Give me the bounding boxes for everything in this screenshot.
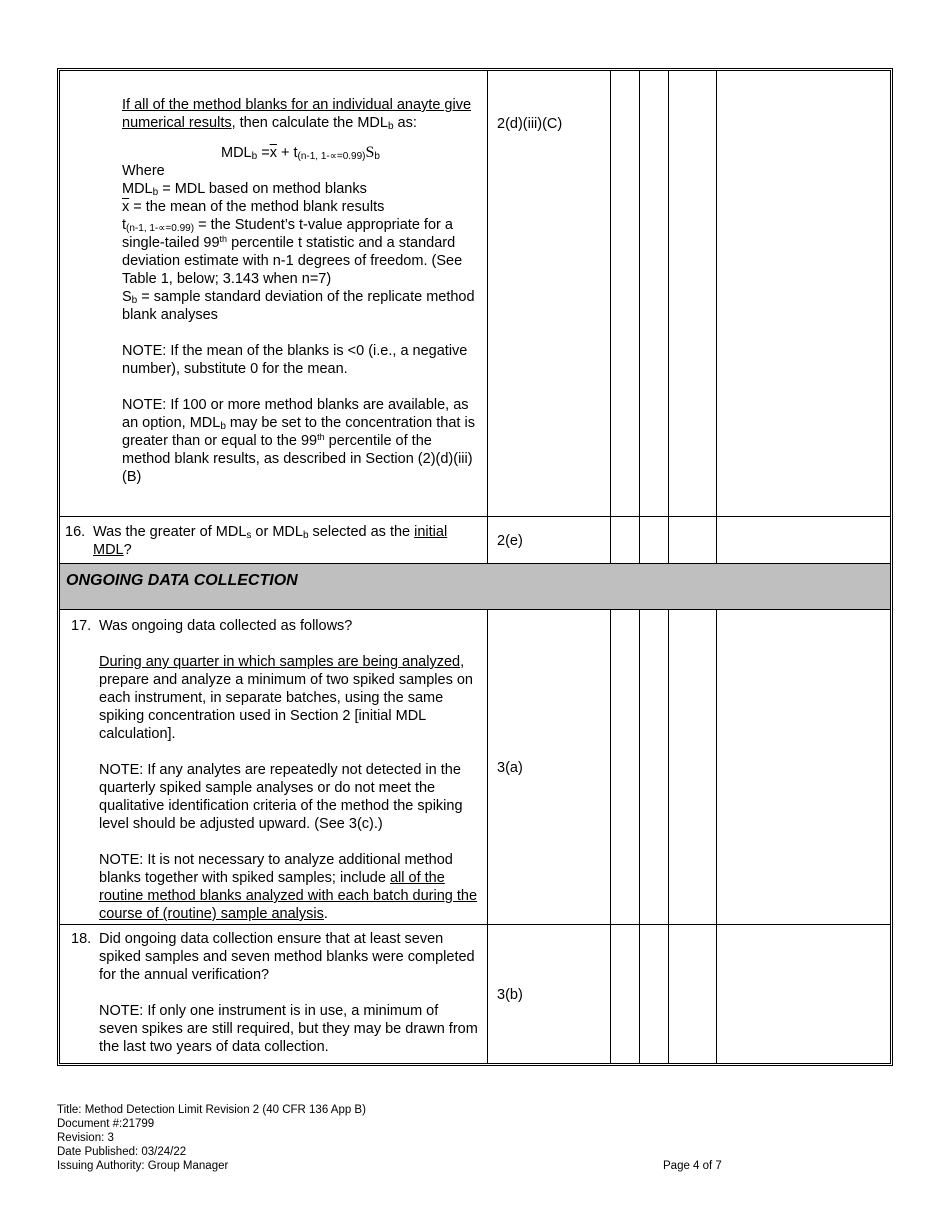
- table-row-item-16: [60, 517, 890, 564]
- item-question: Did ongoing data collection ensure that at least seven spiked samples and seven method blanks were completed for the annual verification?: [99, 931, 475, 983]
- formula-lhs-sub: b: [251, 151, 258, 162]
- def1-text: = MDL based on method blanks: [158, 181, 367, 197]
- item-number: 16.: [65, 524, 86, 540]
- note2-underlined: all of the routine method blanks analyzed with each batch during the course of (routine) sample analysis: [99, 870, 478, 922]
- mdlb-intro-sub: b: [387, 121, 394, 132]
- section-header-row: [60, 564, 890, 610]
- question-cell: [60, 925, 488, 1063]
- footer-authority: Issuing Authority: Group Manager: [57, 1160, 229, 1172]
- reference-text: 2(e): [497, 533, 523, 549]
- answer-cell[interactable]: [640, 610, 669, 924]
- comments-cell[interactable]: [717, 517, 890, 563]
- mdlb-intro: [122, 96, 479, 132]
- question-cell: [60, 71, 488, 516]
- answer-cell[interactable]: [640, 517, 669, 563]
- note2-sup: th: [317, 432, 325, 442]
- answer-cell[interactable]: [611, 517, 640, 563]
- def4-sub: b: [131, 295, 138, 306]
- item-number: 17.: [71, 618, 92, 634]
- definition-mdlb: [122, 180, 479, 198]
- numbered-item: [65, 523, 479, 559]
- question-cell: [60, 610, 488, 924]
- mdlb-intro-text: , then calculate the MDL: [231, 115, 388, 131]
- item16-text-a: Was the greater of MDL: [93, 524, 247, 540]
- note-method-blanks: [99, 851, 479, 923]
- table-row-item-17: [60, 610, 890, 925]
- page-number: Page 4 of 7: [663, 1160, 722, 1172]
- def4-s: S: [122, 289, 132, 305]
- reference-cell: [488, 517, 611, 563]
- reference-cell: [488, 71, 611, 516]
- item16-text-d: ?: [123, 542, 132, 558]
- item16-underlined: initial MDL: [93, 524, 448, 558]
- reference-text: 2(d)(iii)(C): [497, 116, 563, 132]
- note-one-instrument: NOTE: If only one instrument is in use, a minimum of seven spikes are still required, but they may be drawn from the last two years of data collection.: [99, 1003, 478, 1055]
- question-cell: [60, 517, 488, 563]
- def1-sub: b: [152, 187, 159, 198]
- def3-sub: (n-1, 1-∝=0.99): [126, 223, 195, 234]
- def2-xbar: $\overline{x}$: [122, 199, 130, 215]
- mdlb-intro-tail: as:: [393, 115, 417, 131]
- formula-lhs: MDL: [221, 145, 252, 161]
- answer-cell[interactable]: [611, 925, 640, 1063]
- def3-t: t: [122, 217, 127, 233]
- note2-a: NOTE: If 100 or more method blanks are available, as an option, MDL: [122, 397, 469, 431]
- formula-xbar: $\overline{x}$: [269, 145, 277, 161]
- item16-sub-s: s: [246, 530, 252, 541]
- reference-cell: [488, 610, 611, 924]
- item-body: [99, 617, 479, 923]
- formula-s: S: [365, 144, 375, 161]
- item16-text-b: or MDL: [251, 524, 303, 540]
- footer-title: Title: Method Detection Limit Revision 2 (40 CFR 136 App B): [57, 1104, 366, 1116]
- note-100-blanks: [122, 396, 479, 486]
- def3-text-b: percentile t statistic and a standard deviation estimate with n-1 degrees of freedom. (See Table 1, below; 3.143 when n=7): [122, 235, 463, 287]
- mdlb-formula: [122, 144, 479, 162]
- answer-cell[interactable]: [640, 925, 669, 1063]
- answer-cell[interactable]: [669, 71, 717, 516]
- answer-cell[interactable]: [669, 610, 717, 924]
- note2-a: NOTE: It is not necessary to analyze additional method blanks together with spiked samples; include: [99, 852, 453, 886]
- p1-underlined: During any quarter in which samples are being analyzed: [99, 654, 461, 670]
- numbered-item: [71, 930, 479, 1056]
- comments-cell[interactable]: [717, 71, 890, 516]
- section-title: ONGOING DATA COLLECTION: [66, 572, 298, 589]
- formula-plus: + t: [276, 145, 298, 161]
- item16-sub-b: b: [302, 530, 309, 541]
- answer-cell[interactable]: [611, 71, 640, 516]
- footer-revision: Revision: 3: [57, 1132, 114, 1144]
- item-text: [93, 523, 479, 559]
- answer-cell[interactable]: [669, 517, 717, 563]
- def3-text-a: = the Student’s t-value appropriate for a single-tailed 99: [122, 217, 453, 251]
- def3-sup: th: [219, 234, 228, 244]
- footer-date: Date Published: 03/24/22: [57, 1146, 187, 1158]
- reference-cell: [488, 925, 611, 1063]
- item-number: 18.: [71, 931, 92, 947]
- note2-sub: b: [220, 421, 226, 432]
- numbered-item: [71, 617, 479, 923]
- answer-cell[interactable]: [669, 925, 717, 1063]
- def2-text: = the mean of the method blank results: [129, 199, 385, 215]
- item16-text-c: selected as the: [308, 524, 415, 540]
- answer-cell[interactable]: [640, 71, 669, 516]
- definition-t: [122, 216, 479, 288]
- def1-term: MDL: [122, 181, 153, 197]
- item-body: [99, 930, 479, 1056]
- comments-cell[interactable]: [717, 610, 890, 924]
- mdlb-intro-underlined: If all of the method blanks for an individual anayte give numerical results: [122, 97, 472, 131]
- formula-eq: =: [257, 145, 270, 161]
- definition-xbar: [122, 198, 479, 216]
- note2-c: percentile of the method blank results, as described in Section (2)(d)(iii)(B): [122, 433, 473, 485]
- formula-t-sub: (n-1, 1-∝=0.99): [297, 151, 366, 162]
- table-row-item-18: [60, 925, 890, 1063]
- where-label: Where: [122, 163, 165, 179]
- def4-text: = sample standard deviation of the replicate method blank analyses: [122, 289, 475, 323]
- reference-text: 3(b): [497, 987, 523, 1003]
- formula-s-sub: b: [374, 151, 380, 162]
- comments-cell[interactable]: [717, 925, 890, 1063]
- checklist-table: [57, 68, 893, 1066]
- note2-b: .: [323, 906, 328, 922]
- answer-cell[interactable]: [611, 610, 640, 924]
- note2-b: may be set to the concentration that is greater than or equal to the 99: [122, 415, 475, 449]
- note-spiking-level: NOTE: If any analytes are repeatedly not detected in the quarterly spiked sample analyses or do not meet the qualitative identification criteria of the method the spiking level should be adjusted upward. (See 3(c).): [99, 762, 463, 832]
- note-mean-negative: NOTE: If the mean of the blanks is <0 (i.e., a negative number), substitute 0 for the mean.: [122, 343, 468, 377]
- ongoing-paragraph: [99, 653, 479, 743]
- p1-rest: , prepare and analyze a minimum of two spiked samples on each instrument, in separate batches, using the same spiking concentration used in Section 2 [initial MDL calculation].: [99, 654, 473, 742]
- table-row-item-15: [60, 71, 890, 517]
- definition-sb: [122, 288, 479, 324]
- item-question: Was ongoing data collected as follows?: [99, 618, 353, 634]
- document-footer: [57, 1103, 737, 1173]
- reference-text: 3(a): [497, 760, 523, 776]
- footer-document-number: Document #:21799: [57, 1118, 155, 1130]
